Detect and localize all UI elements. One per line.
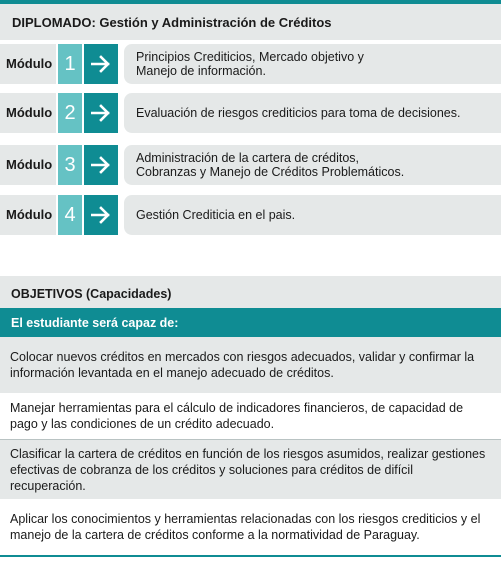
arrow-right-icon <box>84 195 118 235</box>
module-number: 3 <box>58 145 82 185</box>
objective-item <box>0 337 501 393</box>
arrow-right-icon <box>84 145 118 185</box>
module-label: Módulo <box>0 145 56 185</box>
module-label: Módulo <box>0 93 56 133</box>
module-number: 1 <box>58 44 82 84</box>
module-row-2 <box>0 93 501 133</box>
module-number: 4 <box>58 195 82 235</box>
module-row-4 <box>0 195 501 235</box>
module-description-text: Gestión Crediticia en el pais. <box>136 208 296 222</box>
objective-item <box>0 439 501 499</box>
module-number: 2 <box>58 93 82 133</box>
page-title: DIPLOMADO: Gestión y Administración de Créditos <box>0 0 501 40</box>
module-description-text: Principios Crediticios, Mercado objetivo y Manejo de información. <box>136 50 364 78</box>
module-description-text: Evaluación de riesgos crediticios para toma de decisiones. <box>136 106 461 120</box>
objective-text: Manejar herramientas para el cálculo de indicadores financieros, de capacidad de pago y las condiciones de un crédito adecuado. <box>10 401 464 431</box>
objective-text: Aplicar los conocimientos y herramientas relacionadas con los riesgos crediticios y el manejo de la cartera de créditos conforme a la normatividad de Paraguay. <box>10 512 481 542</box>
objective-text: Clasificar la cartera de créditos en función de los riesgos asumidos, realizar gestiones efectivas de cobranza de los créditos y soluciones para créditos de difícil recuperación. <box>10 446 486 493</box>
module-description <box>124 195 501 235</box>
objectives-header: OBJETIVOS (Capacidades) <box>0 276 501 308</box>
objectives-intro: El estudiante será capaz de: <box>0 308 501 337</box>
objective-text: Colocar nuevos créditos en mercados con riesgos adecuados, validar y confirmar la información levantada en el manejo adecuado de créditos. <box>10 350 475 380</box>
module-description <box>124 145 501 185</box>
module-row-3 <box>0 145 501 185</box>
arrow-right-icon <box>84 44 118 84</box>
arrow-right-icon <box>84 93 118 133</box>
module-row-1 <box>0 44 501 84</box>
module-label: Módulo <box>0 44 56 84</box>
module-description-text: Administración de la cartera de créditos, Cobranzas y Manejo de Créditos Problemáticos. <box>136 151 405 179</box>
module-description <box>124 44 501 84</box>
objective-item <box>0 393 501 439</box>
objective-item <box>0 499 501 555</box>
module-description <box>124 93 501 133</box>
module-label: Módulo <box>0 195 56 235</box>
bottom-divider <box>0 555 501 557</box>
